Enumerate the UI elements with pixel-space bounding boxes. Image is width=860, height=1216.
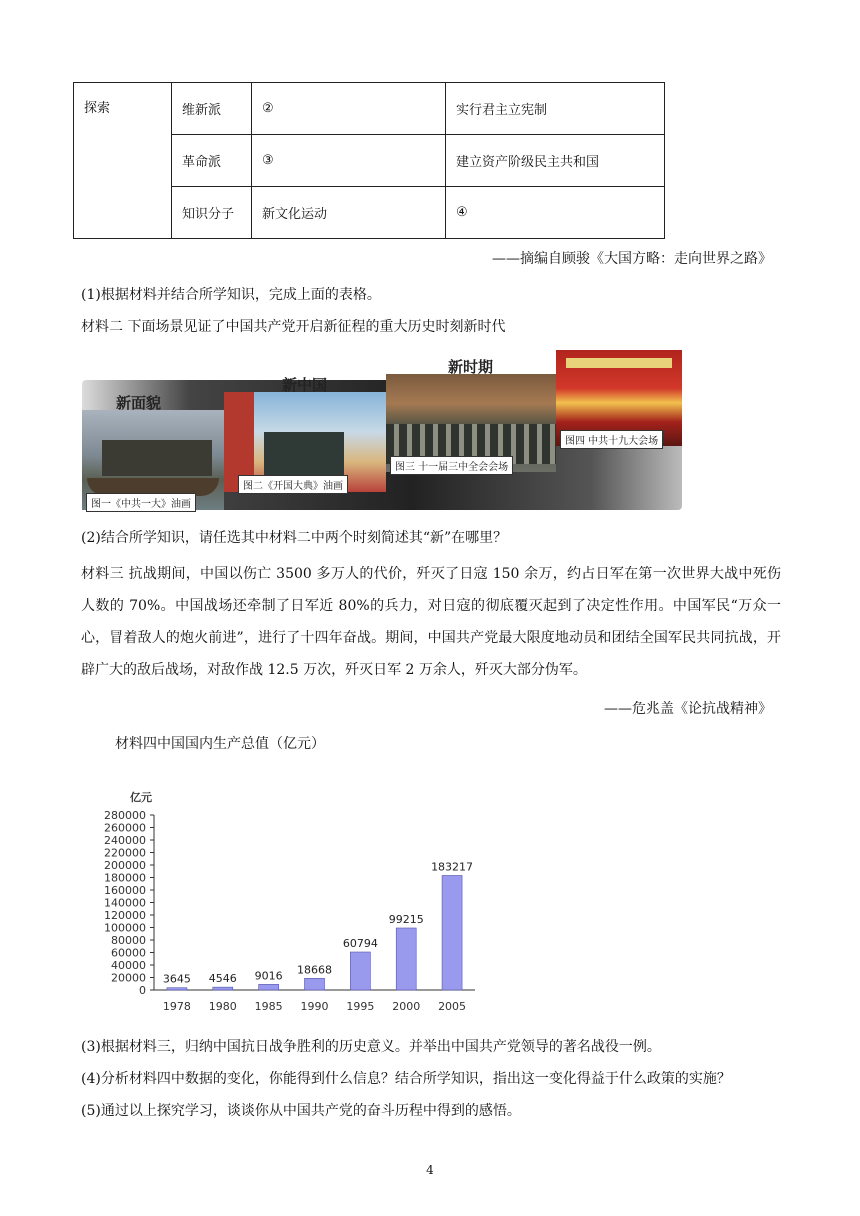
x-tick-label: 2000 xyxy=(392,1000,421,1013)
table-group-cell: 知识分子 xyxy=(172,187,252,239)
question-2: (2)结合所学知识，请任选其中材料二中两个时刻简述其“新”在哪里？ xyxy=(81,530,508,546)
bar-value-label: 183217 xyxy=(431,860,474,874)
y-tick-label: 260000 xyxy=(104,821,146,835)
gdp-bar-chart xyxy=(90,785,490,1020)
bar-value-label: 9016 xyxy=(254,969,283,983)
bar xyxy=(442,875,462,990)
bar xyxy=(305,978,325,990)
question-4: (4)分析材料四中数据的变化，你能得到什么信息？结合所学知识，指出这一变化得益于什么政策的实施？ xyxy=(81,1071,731,1087)
question-1: (1)根据材料并结合所学知识，完成上面的表格。 xyxy=(81,287,381,303)
bar-value-label: 60794 xyxy=(342,937,378,951)
bar-value-label: 99215 xyxy=(388,912,424,926)
page-number: 4 xyxy=(426,1163,434,1177)
table-goal-cell: 建立资产阶级民主共和国 xyxy=(446,135,665,187)
bar xyxy=(396,928,416,990)
bar xyxy=(167,988,187,990)
x-tick-label: 1980 xyxy=(208,1000,237,1013)
y-tick-label: 180000 xyxy=(104,871,146,885)
table-content-cell: ③ xyxy=(252,135,446,187)
y-tick-label: 160000 xyxy=(104,884,146,897)
table-goal-cell: ④ xyxy=(446,187,665,239)
caption-figure4: 图四 中共十九大会场 xyxy=(560,430,663,449)
bar-value-label: 18668 xyxy=(297,963,332,977)
label-new-look: 新面貌 xyxy=(116,394,162,412)
y-tick-label: 40000 xyxy=(111,959,146,972)
table-goal-cell: 实行君主立宪制 xyxy=(446,83,665,135)
caption-figure2: 图二《开国大典》油画 xyxy=(238,475,348,494)
x-tick-label: 1985 xyxy=(254,1000,283,1013)
y-axis-label: 亿元 xyxy=(130,791,152,804)
caption-figure1: 图一《中共一大》油画 xyxy=(86,493,196,512)
caption-figure3: 图三 十一届三中全会会场 xyxy=(390,456,513,475)
y-tick-label: 120000 xyxy=(104,909,146,922)
y-tick-label: 140000 xyxy=(104,896,146,910)
material2-intro: 材料二 下面场景见证了中国共产党开启新征程的重大历史时刻新时代 xyxy=(81,319,506,335)
y-tick-label: 220000 xyxy=(104,846,146,860)
material2-collage xyxy=(82,350,682,512)
table-row xyxy=(74,83,665,135)
table-content-cell: 新文化运动 xyxy=(252,187,446,239)
y-tick-label: 0 xyxy=(139,984,146,997)
label-new-period: 新时期 xyxy=(448,358,494,376)
label-new-china: 新中国 xyxy=(282,376,328,394)
material3-source: ——危兆盖《论抗战精神》 xyxy=(604,701,772,717)
bar xyxy=(350,952,370,990)
question-5: (5)通过以上探究学习，谈谈你从中国共产党的奋斗历程中得到的感悟。 xyxy=(81,1103,521,1119)
x-tick-label: 1978 xyxy=(162,1000,191,1013)
bar-value-label: 3645 xyxy=(162,972,191,986)
bar xyxy=(259,984,279,990)
x-tick-label: 2005 xyxy=(438,1000,467,1013)
table-category-cell: 探索 xyxy=(74,83,172,239)
x-tick-label: 1990 xyxy=(300,1000,329,1013)
y-tick-label: 100000 xyxy=(104,921,146,935)
question-3: (3)根据材料三，归纳中国抗日战争胜利的历史意义。并举出中国共产党领导的著名战役一例。 xyxy=(81,1039,661,1055)
table-content-cell: ② xyxy=(252,83,446,135)
table-source: ——摘编自顾骏《大国方略：走向世界之路》 xyxy=(492,251,772,267)
x-tick-label: 1995 xyxy=(346,1000,375,1013)
y-tick-label: 80000 xyxy=(111,934,146,947)
material4-title: 材料四中国国内生产总值（亿元） xyxy=(115,736,325,752)
y-tick-label: 200000 xyxy=(104,859,146,872)
y-tick-label: 240000 xyxy=(104,834,146,847)
material3-text: 材料三 抗战期间，中国以伤亡 3500 多万人的代价，歼灭了日寇 150 余万，约占日军在第一次世界大战中死伤人数的 70%。中国战场还牵制了日军近 80%的兵力，对日寇的彻底覆灭起到了决定性作用。中国军民“万众一心，冒着敌人的炮火前进”，进行了十四年奋战。期间，中国共产党最大限度地动员和团结全国军民共同抗战，开辟广大的敌后战场，对敌作战 12.5 万次，歼灭日军 2 万余人，歼灭大部分伪军。 xyxy=(81,566,781,678)
y-tick-label: 280000 xyxy=(104,809,146,822)
y-tick-label: 60000 xyxy=(111,946,146,960)
table-group-cell: 革命派 xyxy=(172,135,252,187)
table-group-cell: 维新派 xyxy=(172,83,252,135)
exploration-table xyxy=(73,82,665,239)
y-tick-label: 20000 xyxy=(111,971,146,985)
bar xyxy=(213,987,233,990)
bar-value-label: 4546 xyxy=(208,972,237,986)
